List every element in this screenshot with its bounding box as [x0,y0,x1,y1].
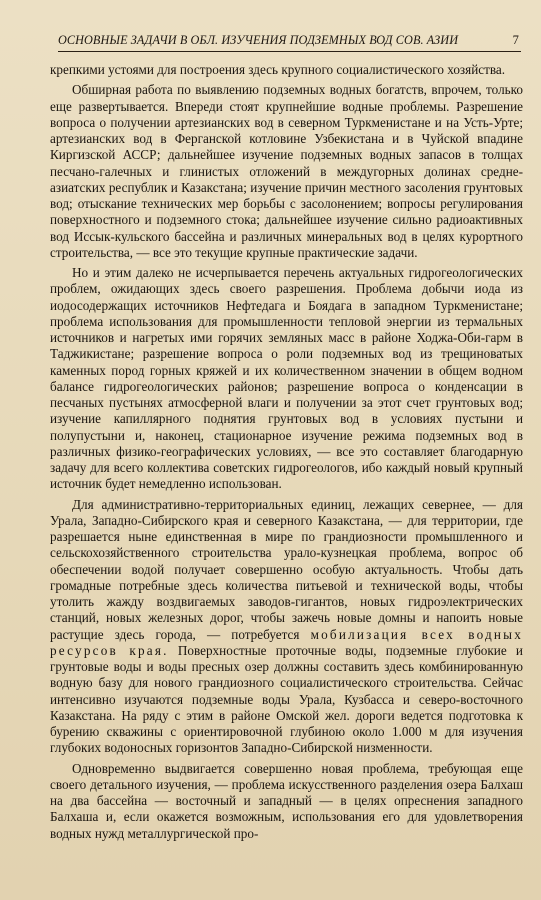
paragraph [50,497,523,757]
running-header [58,30,521,52]
running-header-title: ОСНОВНЫЕ ЗАДАЧИ В ОБЛ. ИЗУЧЕНИЯ ПОДЗЕМНЫХ ВОД СОВ. АЗИИ [58,33,459,47]
paragraph-text: Поверхностные проточные воды, подземные глубокие и грунтовые воды и воды пресных озер должны составить здесь комбинированную водную базу для нового грандиозного социалистического строительства. Сейчас интенсивно изучаются подземные воды Урала, Кузбасса и северо-восточного Казакстана. На ряду с этим в районе Омской жел. дороги ведется подготовка к бурению скважины с ориентировочной глубиною около 1.000 м для изучения глубоких водоносных горизонтов Западно-Сибирской низменности. [50,642,523,756]
paragraph: Обширная работа по выявлению подземных водных богатств, впрочем, только еще развертывается. Впереди стоят крупнейшие водные проблемы. Разрешение вопроса о получении артезианских вод в северном Туркменистане и на Усть-Урте; артезианских вод в Ферганской котловине Узбекистана и в Чуйской впадине Киргизской АССР; дальнейшее изучение подземных водных запасов в толщах песчано-галечных и глинистых отложений в междугорных долинах средне-азиатских республик и Казакстана; изучение причин местного засоления грунтовых вод; отыскание технических мер борьбы с засолонением; вопросы регулирования поверхностного и подземного стока; дальнейшее изучение сильно радиоактивных вод Иссык-кульского бассейна и различных минеральных вод в целях курортного строительства, — все это текущие крупные практические задачи. [50,82,523,260]
paragraph-text: Для административно-территориальных единиц, лежащих севернее, — для Урала, Западно-Сибирского края и северного Казакстана, — для территории, где разрешается ныне единственная в мире по грандиозности промышленного и сельскохозяйственного строительства урало-кузнецкая проблема, вопрос об обеспечении водой получает совершенно особую актуальность. Чтобы дать громадные потребные здесь количества питьевой и технической воды, чтобы утолить жажду воздвигаемых заводов-гигантов, новых гидроэлектрических станций, новых железных дорог, чтобы зажечь новые домны и напоить новые растущие здесь города, — потребуется [50,496,523,642]
paragraph-continuation: крепкими устоями для построения здесь крупного социалистического хозяйства. [50,62,506,77]
text-body [50,62,523,846]
page-number: 7 [512,33,519,47]
paragraph: Одновременно выдвигается совершенно новая проблема, требующая еще своего детального изучения, — проблема искусственного разделения озера Балхаш на два бассейна — восточный и западный — в целях опреснения западного Балхаша и, если окажется возможным, использования его для удовлетворения водных нужд металлургической про- [50,760,523,841]
paragraph: Но и этим далеко не исчерпывается перечень актуальных гидрогеологических проблем, ожидающих здесь своего разрешения. Проблема добычи иода из иодосодержащих источников Нефтедага и Боядага в западном Туркменистане; проблема использования для промышленности тепловой энергии из термальных источников и нагретых ими горячих земляных масс в районе Ходжа-Оби-гарм в Таджикистане; разрешение вопроса о роли подземных вод из трещиноватых каменных пород горных кряжей и их количественном значении в общем водном балансе гидрогеологических районов; разрешение вопроса о конденсации в песчаных пустынях атмосферной влаги и получении за этот счет грунтовых вод; изучение капиллярного поднятия грунтовых вод в условиях пустыни и полупустыни и, наконец, стационарное изучение режима подземных вод в различных физико-географических условиях, — все это составляет благодарную задачу для всего коллектива советских гидрогеологов, ибо каждый новый крупный источник будет немедленно использован. [50,265,523,492]
emphasized-spaced-text: мобилизация всех водных ресурсов края. [50,626,524,658]
